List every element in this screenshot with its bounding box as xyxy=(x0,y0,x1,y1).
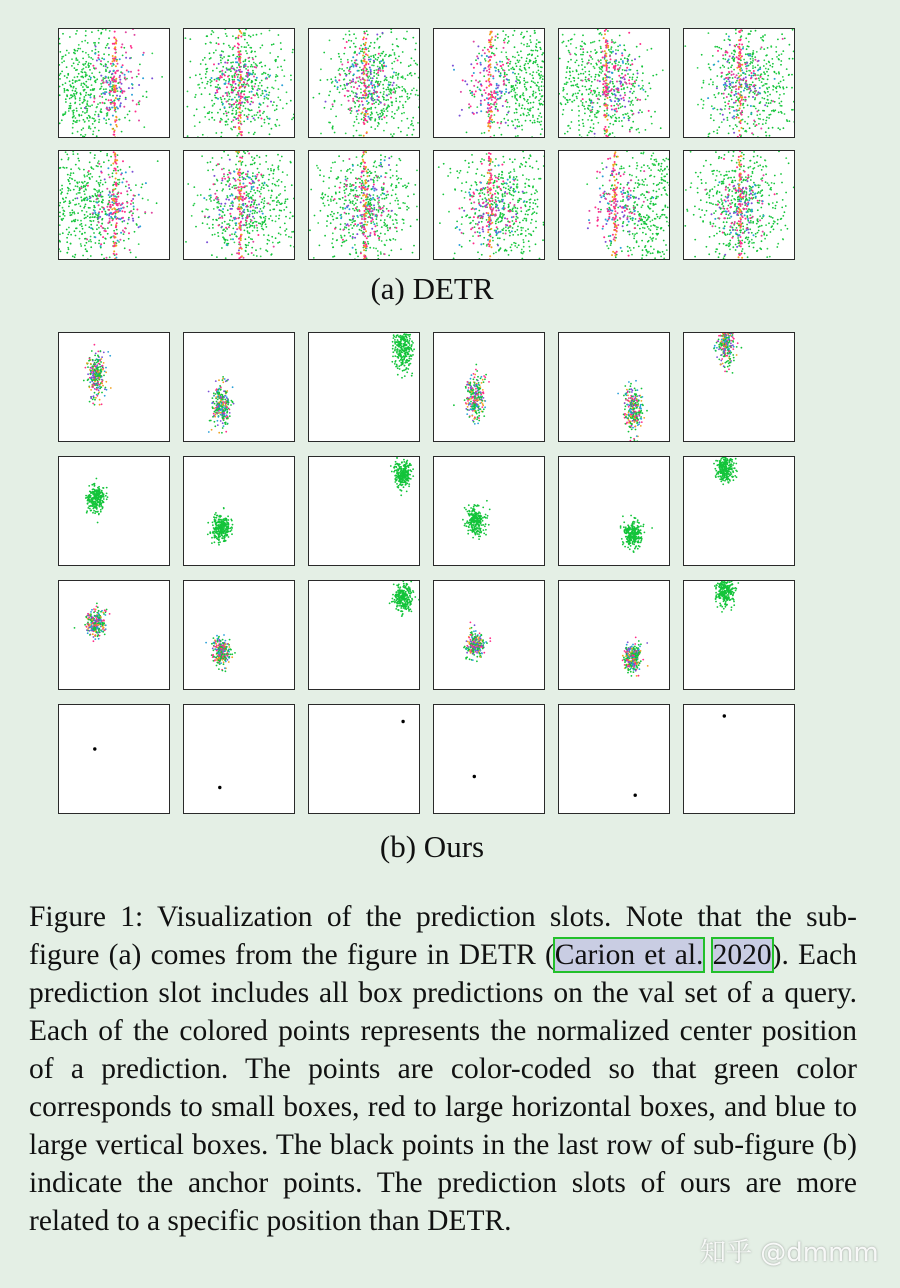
ours-slot-panel xyxy=(183,332,295,442)
anchor-point-panel xyxy=(58,704,170,814)
caption-text-start: Figure 1: Visualization of the prediction slots. Note that the sub-figure (a) comes from the figure in DETR ( xyxy=(29,901,857,971)
ours-slot-panel xyxy=(558,580,670,690)
figure-caption xyxy=(29,898,857,1240)
anchor-point-panel xyxy=(433,704,545,814)
ours-slot-panel xyxy=(308,580,420,690)
ours-slot-panel xyxy=(58,456,170,566)
anchor-point-panel xyxy=(308,704,420,814)
anchor-point-panel xyxy=(183,704,295,814)
citation-link-year[interactable]: 2020 xyxy=(712,939,772,971)
ours-slot-panel xyxy=(308,332,420,442)
ours-slot-panel xyxy=(58,580,170,690)
detr-slot-panel xyxy=(58,150,170,260)
caption-text-end: ). Each prediction slot includes all box predictions on the val set of a query. Each of the colored points represents the normalized center position of a prediction. The points are color-coded so that green color corresponds to small boxes, red to large horizontal boxes, and blue to large vertical boxes. The black points in the last row of sub-figure (b) indicate the anchor points. The prediction slots of ours are more related to a specific position than DETR. xyxy=(29,939,857,1237)
ours-slot-panel xyxy=(683,580,795,690)
detr-slot-panel xyxy=(58,28,170,138)
anchor-point-panel xyxy=(683,704,795,814)
detr-slot-panel xyxy=(683,150,795,260)
detr-slot-panel xyxy=(433,150,545,260)
detr-slot-panel xyxy=(433,28,545,138)
ours-slot-panel xyxy=(558,456,670,566)
citation-link[interactable]: Carion et al. xyxy=(554,939,704,971)
detr-slot-panel xyxy=(308,150,420,260)
ours-slot-panel xyxy=(558,332,670,442)
ours-slot-panel xyxy=(683,456,795,566)
subfigure-a-caption: (a) DETR xyxy=(370,271,494,306)
anchor-point-panel xyxy=(558,704,670,814)
detr-slot-panel xyxy=(558,28,670,138)
ours-slot-panel xyxy=(433,332,545,442)
detr-slot-panel xyxy=(558,150,670,260)
ours-slot-panel xyxy=(183,456,295,566)
subfigure-b-caption: (b) Ours xyxy=(379,829,485,864)
ours-slot-panel xyxy=(433,456,545,566)
detr-slot-panel xyxy=(183,150,295,260)
detr-slot-panel xyxy=(183,28,295,138)
ours-slot-panel xyxy=(683,332,795,442)
ours-slot-panel xyxy=(433,580,545,690)
ours-slot-panel xyxy=(183,580,295,690)
ours-slot-panel xyxy=(58,332,170,442)
detr-slot-panel xyxy=(683,28,795,138)
ours-slot-panel xyxy=(308,456,420,566)
watermark: 知乎 @dmmm xyxy=(700,1238,879,1268)
detr-slot-panel xyxy=(308,28,420,138)
